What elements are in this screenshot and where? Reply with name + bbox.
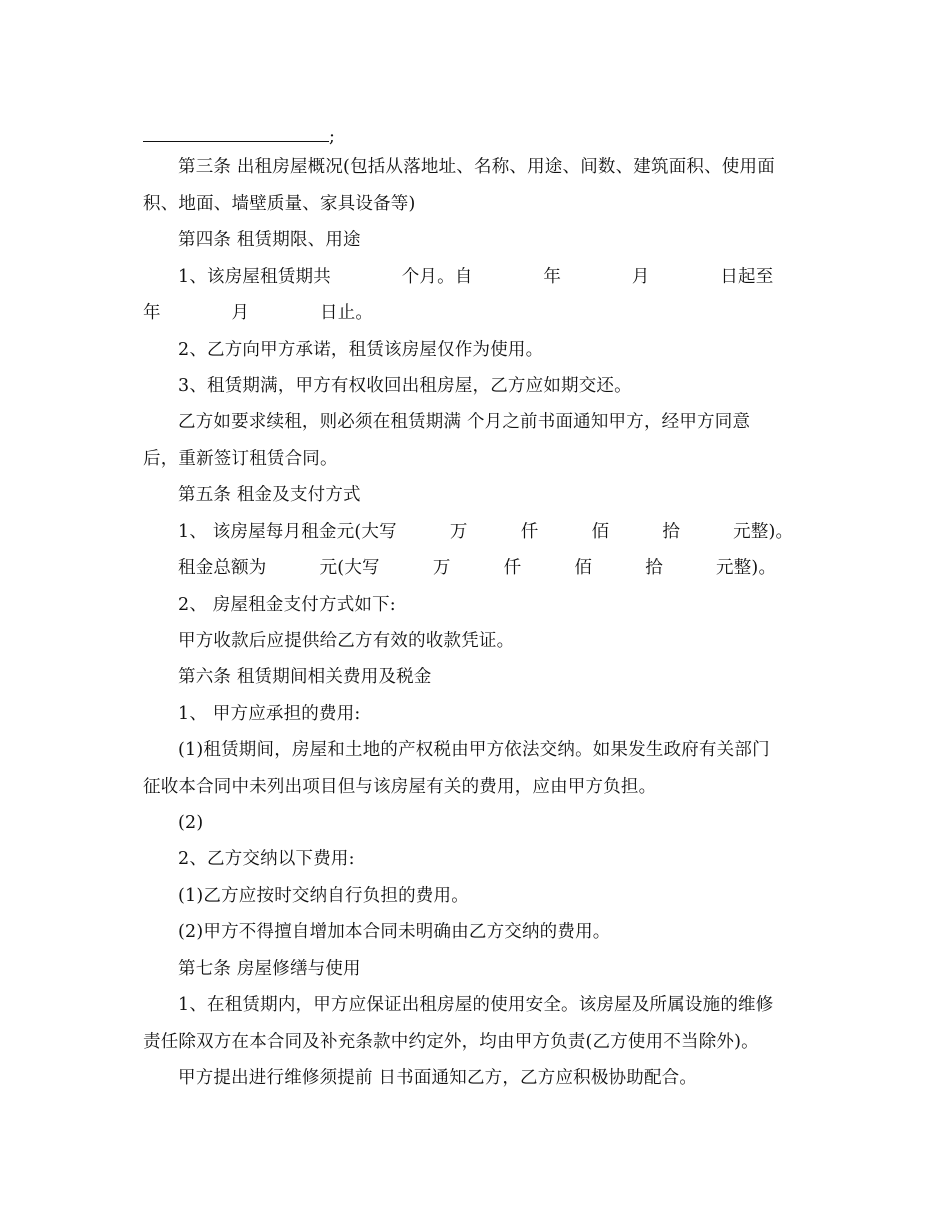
receipt-paragraph: 甲方收款后应提供给乙方有效的收款凭证。 [178,631,515,651]
article-6-clause-2-item-1: (1)乙方应按时交纳自行负担的费用。 [178,886,469,906]
article-6-heading: 第六条 租赁期间相关费用及税金 [178,667,432,687]
fill-in-blank-underline [143,124,329,142]
article-6-clause-2-item-2: (2)甲方不得擅自增加本合同未明确由乙方交纳的费用。 [178,922,611,942]
article-5-clause-2: 2、 房屋租金支付方式如下: [178,595,396,615]
maintenance-notice-paragraph: 甲方提出进行维修须提前 日书面通知乙方，乙方应积极协助配合。 [178,1068,698,1088]
article-7-clause-1-line-1: 1、在租赁期内，甲方应保证出租房屋的使用安全。该房屋及所属设施的维修 [178,995,774,1015]
article-4-clause-1-line-2: 年 月 日止。 [143,303,374,323]
article-4-clause-1-line-1: 1、该房屋租赁期共 个月。自 年 月 日起至 [178,267,774,287]
article-6-item-1-line-2: 征收本合同中未列出项目但与该房屋有关的费用，应由甲方负担。 [143,777,657,797]
article-3-heading-line-2: 积、地面、墙壁质量、家具设备等) [143,194,416,214]
article-5-heading: 第五条 租金及支付方式 [178,485,361,505]
article-6-clause-2: 2、乙方交纳以下费用: [178,849,355,869]
blank-line-semicolon: ; [329,127,336,147]
article-6-item-1-line-1: (1)租赁期间，房屋和土地的产权税由甲方依法交纳。如果发生政府有关部门 [178,740,770,760]
article-6-item-2: (2) [178,813,204,833]
article-4-clause-2: 2、乙方向甲方承诺，租赁该房屋仅作为使用。 [178,340,544,360]
renewal-paragraph-line-1: 乙方如要求续租，则必须在租赁期满 个月之前书面通知甲方，经甲方同意 [178,412,751,432]
article-4-clause-3: 3、租赁期满，甲方有权收回出租房屋，乙方应如期交还。 [178,376,632,396]
article-7-clause-1-line-2: 责任除双方在本合同及补充条款中约定外，均由甲方负责(乙方使用不当除外)。 [143,1032,759,1052]
article-6-clause-1: 1、 甲方应承担的费用: [178,704,361,724]
article-3-heading-line-1: 第三条 出租房屋概况(包括从落地址、名称、用途、间数、建筑面积、使用面 [178,157,775,177]
article-4-heading: 第四条 租赁期限、用途 [178,230,361,250]
article-7-heading: 第七条 房屋修缮与使用 [178,959,361,979]
article-5-clause-1: 1、 该房屋每月租金元(大写 万 仟 佰 拾 元整)。 [178,522,794,542]
rent-total-line: 租金总额为 元(大写 万 仟 佰 拾 元整)。 [178,558,777,578]
blank-line-row [143,124,335,149]
renewal-paragraph-line-2: 后，重新签订租赁合同。 [143,449,338,469]
